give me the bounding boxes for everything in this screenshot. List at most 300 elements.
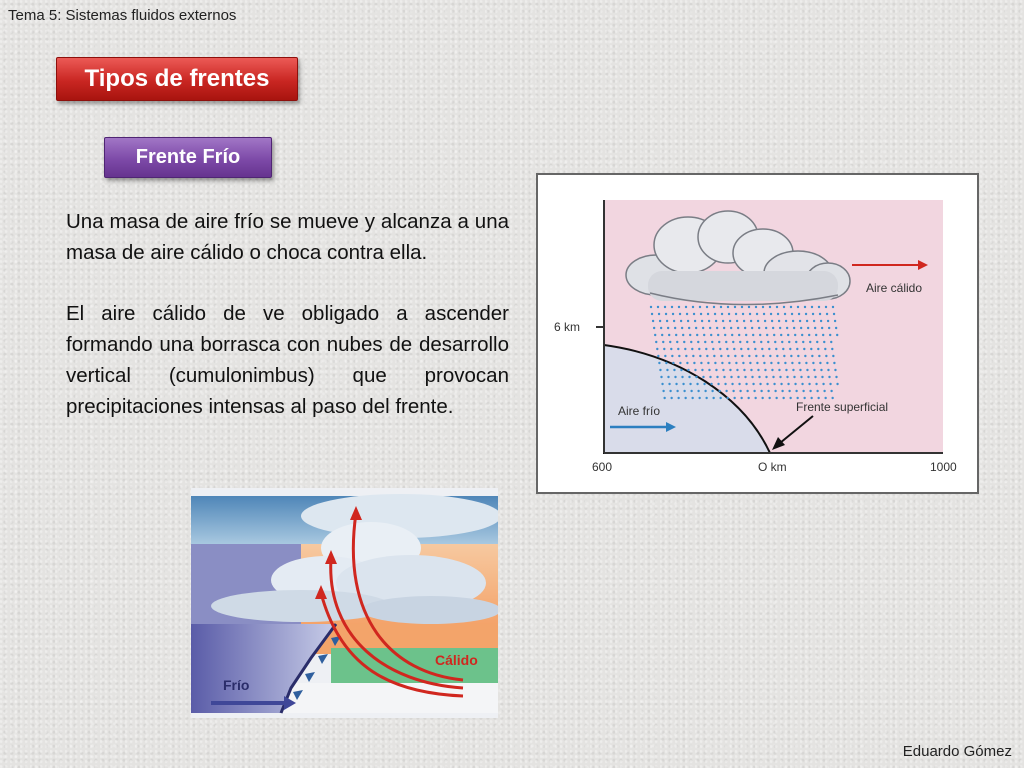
rain-drop [816, 341, 818, 343]
rain-drop [706, 355, 708, 357]
rain-drop [756, 313, 758, 315]
rain-drop [668, 383, 670, 385]
rain-drop [779, 327, 781, 329]
rain-drop [797, 355, 799, 357]
rain-drop [760, 390, 762, 392]
rain-drop [741, 306, 743, 308]
paragraph-1: Una masa de aire frío se mueve y alcanza a una masa de aire cálido o choca contra ella. [66, 210, 509, 264]
rain-drop [752, 383, 754, 385]
rain-drop [669, 390, 671, 392]
rain-drop [664, 355, 666, 357]
rain-drop [734, 306, 736, 308]
rain-drop [681, 376, 683, 378]
rain-drop [669, 341, 671, 343]
rain-drop [825, 355, 827, 357]
rain-drop [805, 362, 807, 364]
rain-drop [660, 327, 662, 329]
rain-drop [658, 362, 660, 364]
rain-drop [763, 313, 765, 315]
rain-drop [686, 362, 688, 364]
rain-drop [711, 390, 713, 392]
rain-drop [739, 341, 741, 343]
warm-label: Cálido [435, 652, 478, 668]
rain-drop [705, 348, 707, 350]
rain-drop [738, 383, 740, 385]
rain-drop [804, 306, 806, 308]
rain-drop [801, 334, 803, 336]
rain-drop [674, 376, 676, 378]
rain-drop [662, 390, 664, 392]
rain-drop [776, 306, 778, 308]
rain-drop [807, 376, 809, 378]
rain-drop [713, 306, 715, 308]
rain-drop [692, 355, 694, 357]
rain-drop [818, 355, 820, 357]
rain-drop [780, 383, 782, 385]
rain-drop [686, 313, 688, 315]
rain-drop [806, 320, 808, 322]
rain-drop [708, 320, 710, 322]
rain-drop [753, 341, 755, 343]
rain-drop [781, 390, 783, 392]
slide-header-title: Tema 5: Sistemas fluidos externos [8, 7, 237, 24]
rain-drop [813, 320, 815, 322]
rain-drop [810, 397, 812, 399]
rain-drop [780, 334, 782, 336]
rain-drop [733, 348, 735, 350]
rain-drop [819, 362, 821, 364]
rain-drop [778, 320, 780, 322]
rain-drop [695, 327, 697, 329]
paragraph-2: El aire cálido de ve obligado a ascender formando una borrasca con nubes de desarrollo vertical (cumulonimbus) que provocan precipitaciones intensas al paso del frente. [66, 302, 509, 418]
rain-drop [760, 341, 762, 343]
rain-drop [743, 320, 745, 322]
rain-drop [741, 355, 743, 357]
rain-drop [685, 306, 687, 308]
rain-drop [809, 390, 811, 392]
rain-drop [744, 327, 746, 329]
rain-drop [820, 369, 822, 371]
rain-drop [823, 341, 825, 343]
rain-drop [794, 383, 796, 385]
rain-drop [796, 397, 798, 399]
rain-drop [819, 313, 821, 315]
rain-drop [745, 334, 747, 336]
rain-drop [740, 397, 742, 399]
rain-drop [682, 383, 684, 385]
rain-drop [698, 348, 700, 350]
y-label-6km: 6 km [554, 320, 581, 334]
rain-drop [663, 348, 665, 350]
rain-drop [721, 313, 723, 315]
rain-drop [676, 390, 678, 392]
rain-drop [815, 334, 817, 336]
rain-drop [683, 390, 685, 392]
rain-drop [753, 390, 755, 392]
rain-drop [682, 334, 684, 336]
rain-drop [736, 320, 738, 322]
rain-drop [719, 397, 721, 399]
warm-air-label: Aire cálido [866, 281, 923, 295]
rain-drop [707, 362, 709, 364]
rain-drop [755, 306, 757, 308]
rain-drop [761, 397, 763, 399]
rain-drop [675, 334, 677, 336]
rain-drop [657, 355, 659, 357]
rain-drop [699, 355, 701, 357]
rain-drop [836, 334, 838, 336]
rain-drop [824, 348, 826, 350]
rain-drop [702, 327, 704, 329]
rain-drop [680, 320, 682, 322]
rain-drop [834, 369, 836, 371]
rain-drop [817, 397, 819, 399]
rain-drop [784, 313, 786, 315]
rain-drop [832, 355, 834, 357]
rain-drop [761, 348, 763, 350]
rain-drop [735, 362, 737, 364]
rain-drop [788, 390, 790, 392]
rain-drop [766, 334, 768, 336]
rain-drop [804, 355, 806, 357]
rain-drop [789, 397, 791, 399]
rain-drop [833, 362, 835, 364]
rain-drop [764, 369, 766, 371]
rain-drop [824, 397, 826, 399]
rain-drop [786, 376, 788, 378]
rain-drop [835, 376, 837, 378]
rain-drop [767, 390, 769, 392]
rain-drop [670, 397, 672, 399]
rain-drop [769, 306, 771, 308]
rain-drop [651, 313, 653, 315]
rain-drop [767, 341, 769, 343]
rain-drop [690, 390, 692, 392]
rain-drop [712, 397, 714, 399]
x-label-left: 600 [592, 460, 613, 474]
rain-drop [747, 348, 749, 350]
rain-drop [706, 306, 708, 308]
rain-drop [751, 376, 753, 378]
rain-drop [832, 306, 834, 308]
rain-drop [811, 355, 813, 357]
rain-drop [724, 334, 726, 336]
rain-drop [742, 313, 744, 315]
rain-drop [777, 313, 779, 315]
rain-drop [811, 306, 813, 308]
rain-drop [801, 383, 803, 385]
rain-drop [672, 362, 674, 364]
rain-drop [806, 369, 808, 371]
rain-drop [768, 397, 770, 399]
rain-drop [750, 369, 752, 371]
rain-drop [670, 348, 672, 350]
rain-drop [768, 348, 770, 350]
rain-drop [652, 320, 654, 322]
rain-drop [786, 327, 788, 329]
rain-drop [665, 313, 667, 315]
rain-drop [822, 383, 824, 385]
rain-drop [796, 348, 798, 350]
rain-drop [676, 341, 678, 343]
rain-drop [809, 341, 811, 343]
rain-drop [774, 390, 776, 392]
rain-drop [680, 369, 682, 371]
rain-drop [797, 306, 799, 308]
rain-drop [771, 369, 773, 371]
rain-drop [795, 390, 797, 392]
rain-drop [785, 320, 787, 322]
rain-drop [740, 348, 742, 350]
rain-drop [817, 348, 819, 350]
rain-drop [732, 390, 734, 392]
rain-drop [723, 327, 725, 329]
cold-front-illustration [191, 488, 498, 718]
rain-drop [749, 362, 751, 364]
rain-drop [668, 334, 670, 336]
rain-drop [791, 313, 793, 315]
rain-drop [715, 320, 717, 322]
rain-drop [810, 348, 812, 350]
rain-drop [803, 348, 805, 350]
rain-drop [695, 376, 697, 378]
cold-air-label: Aire frío [618, 404, 661, 418]
rain-drop [762, 306, 764, 308]
rain-drop [698, 397, 700, 399]
rain-drop [825, 306, 827, 308]
rain-drop [755, 355, 757, 357]
rain-drop [665, 362, 667, 364]
rain-drop [812, 362, 814, 364]
surface-front-label: Frente superficial [796, 400, 889, 414]
rain-drop [759, 334, 761, 336]
rain-drop [759, 383, 761, 385]
rain-drop [671, 355, 673, 357]
rain-drop [667, 327, 669, 329]
rain-drop [836, 383, 838, 385]
x-label-mid: O km [758, 460, 787, 474]
rain-drop [782, 348, 784, 350]
rain-drop [736, 369, 738, 371]
rain-drop [773, 383, 775, 385]
rain-drop [827, 369, 829, 371]
rain-drop [772, 376, 774, 378]
rain-drop [800, 327, 802, 329]
rain-drop [720, 355, 722, 357]
rain-drop [813, 369, 815, 371]
description-text [66, 206, 509, 452]
rain-drop [677, 397, 679, 399]
rain-drop [696, 334, 698, 336]
rain-drop [671, 306, 673, 308]
rain-drop [833, 313, 835, 315]
rain-drop [781, 341, 783, 343]
cold-front-button[interactable]: Frente Frío [104, 137, 272, 178]
rain-drop [724, 383, 726, 385]
rain-drop [779, 376, 781, 378]
types-of-fronts-button[interactable]: Tipos de frentes [56, 57, 298, 101]
rain-drop [749, 313, 751, 315]
rain-drop [717, 334, 719, 336]
rain-drop [737, 327, 739, 329]
rain-drop [765, 376, 767, 378]
rain-drop [791, 362, 793, 364]
rain-drop [763, 362, 765, 364]
rain-drop [775, 348, 777, 350]
rain-drop [659, 320, 661, 322]
rain-drop [727, 355, 729, 357]
rain-drop [677, 348, 679, 350]
rain-drop [834, 320, 836, 322]
rain-drop [710, 334, 712, 336]
rain-drop [829, 334, 831, 336]
rain-drop [785, 369, 787, 371]
rain-drop [707, 313, 709, 315]
rain-drop [790, 355, 792, 357]
rain-drop [718, 341, 720, 343]
rain-drop [699, 306, 701, 308]
rain-drop [751, 327, 753, 329]
rain-drop [728, 362, 730, 364]
rain-drop [716, 376, 718, 378]
rain-drop [758, 376, 760, 378]
x-label-right: 1000 [930, 460, 957, 474]
rain-drop [728, 313, 730, 315]
rain-drop [684, 397, 686, 399]
rain-drop [690, 341, 692, 343]
rain-drop [822, 334, 824, 336]
rain-drop [737, 376, 739, 378]
rain-drop [674, 327, 676, 329]
rain-drop [729, 369, 731, 371]
rain-drop [766, 383, 768, 385]
rain-drop [805, 313, 807, 315]
rain-drop [752, 334, 754, 336]
rain-drop [820, 320, 822, 322]
rain-drop [730, 327, 732, 329]
rain-drop [754, 348, 756, 350]
cold-label: Frío [223, 677, 250, 693]
rain-drop [783, 355, 785, 357]
rain-drop [683, 341, 685, 343]
rain-drop [708, 369, 710, 371]
rain-drop [807, 327, 809, 329]
rain-drop [765, 327, 767, 329]
rain-drop [794, 334, 796, 336]
rain-drop [795, 341, 797, 343]
rain-drop [814, 376, 816, 378]
rain-drop [788, 341, 790, 343]
rain-drop [762, 355, 764, 357]
rain-drop [658, 313, 660, 315]
rain-drop [808, 383, 810, 385]
rain-drop [704, 341, 706, 343]
rain-drop [650, 306, 652, 308]
rain-drop [701, 369, 703, 371]
rain-drop [688, 327, 690, 329]
rain-drop [679, 362, 681, 364]
rain-drop [678, 355, 680, 357]
rain-drop [731, 334, 733, 336]
rain-drop [748, 355, 750, 357]
rain-drop [666, 369, 668, 371]
rain-drop [802, 390, 804, 392]
rain-drop [777, 362, 779, 364]
rain-drop [714, 362, 716, 364]
rain-drop [687, 320, 689, 322]
rain-drop [688, 376, 690, 378]
rain-drop [685, 355, 687, 357]
rain-drop [689, 383, 691, 385]
rain-drop [738, 334, 740, 336]
rain-drop [754, 397, 756, 399]
rain-drop [771, 320, 773, 322]
rain-drop [830, 341, 832, 343]
rain-drop [720, 306, 722, 308]
rain-drop [700, 362, 702, 364]
rain-drop [764, 320, 766, 322]
rain-drop [743, 369, 745, 371]
rain-drop [657, 306, 659, 308]
rain-drop [803, 397, 805, 399]
rain-drop [744, 376, 746, 378]
rain-drop [756, 362, 758, 364]
rain-drop [800, 376, 802, 378]
rain-drop [673, 320, 675, 322]
rain-drop [793, 376, 795, 378]
rain-drop [830, 390, 832, 392]
rain-drop [701, 320, 703, 322]
rain-drop [684, 348, 686, 350]
rain-drop [703, 383, 705, 385]
rain-drop [798, 362, 800, 364]
rain-drop [722, 320, 724, 322]
rain-drop [776, 355, 778, 357]
rain-drop [712, 348, 714, 350]
rain-drop [705, 397, 707, 399]
rain-drop [757, 320, 759, 322]
rain-drop [713, 355, 715, 357]
rain-drop [666, 320, 668, 322]
rain-drop [739, 390, 741, 392]
rain-drop [721, 362, 723, 364]
rain-drop [828, 376, 830, 378]
rain-drop [659, 369, 661, 371]
rain-drop [715, 369, 717, 371]
rain-drop [787, 334, 789, 336]
rain-drop [697, 341, 699, 343]
rain-drop [831, 397, 833, 399]
rain-drop [783, 306, 785, 308]
rain-drop [835, 327, 837, 329]
rain-drop [694, 369, 696, 371]
rain-drop [700, 313, 702, 315]
rain-drop [672, 313, 674, 315]
rain-drop [719, 348, 721, 350]
rain-drop [772, 327, 774, 329]
rain-drop [697, 390, 699, 392]
rain-drop [774, 341, 776, 343]
rain-drop [660, 376, 662, 378]
rain-drop [831, 348, 833, 350]
rain-drop [702, 376, 704, 378]
rain-drop [793, 327, 795, 329]
rain-drop [681, 327, 683, 329]
rain-drop [829, 383, 831, 385]
rain-drop [784, 362, 786, 364]
rain-drop [802, 341, 804, 343]
rain-drop [723, 376, 725, 378]
